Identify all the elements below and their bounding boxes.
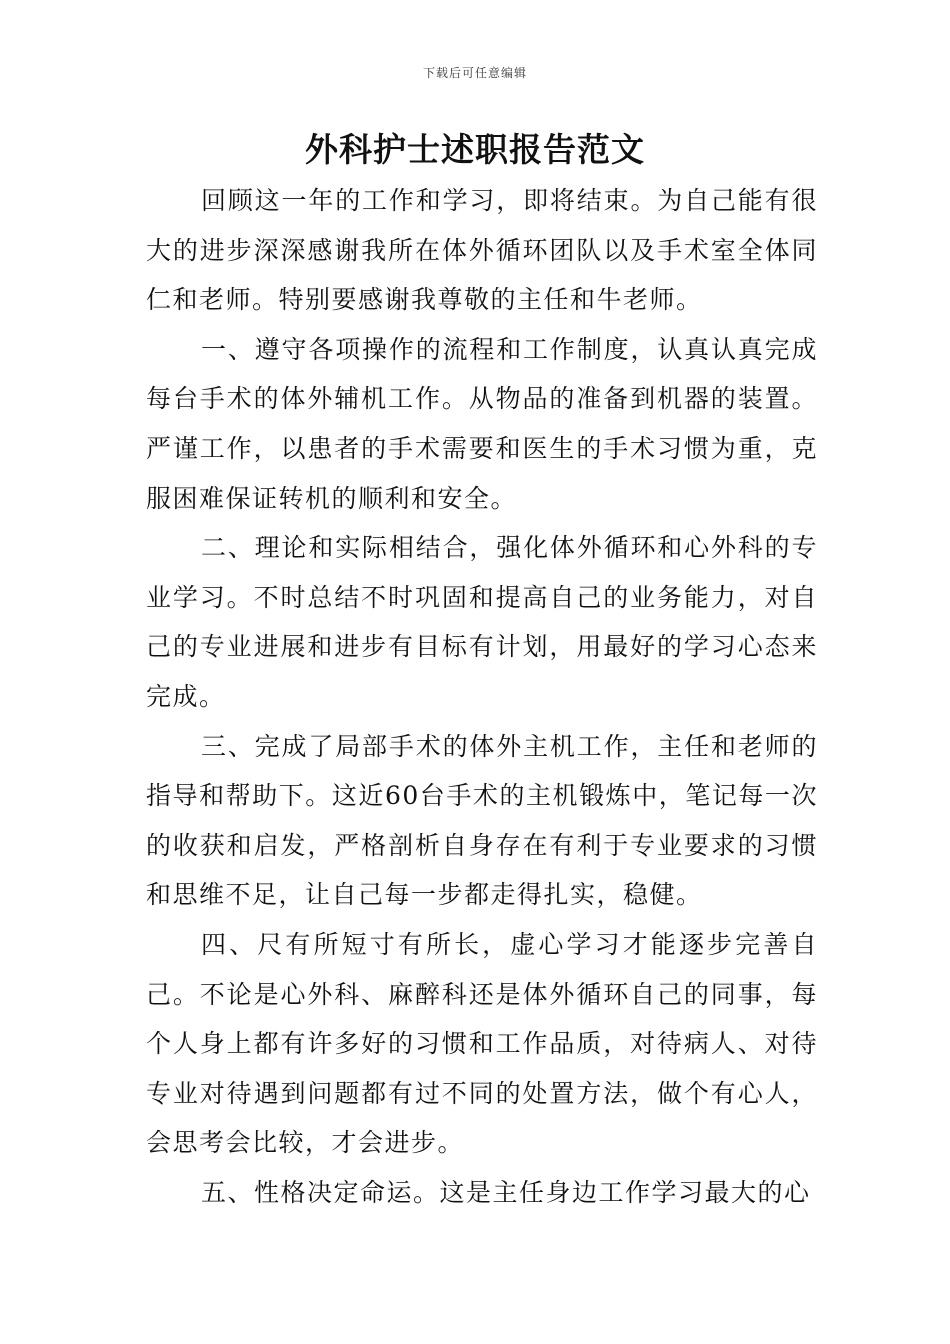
paragraph-point-1: 一、遵守各项操作的流程和工作制度，认真认真完成每台手术的体外辅机工作。从物品的准备到机器的装置。严谨工作，以患者的手术需要和医生的手术习惯为重，克服困难保证转机的顺利和安全。 [146, 334, 818, 513]
paragraph-point-3: 三、完成了局部手术的体外主机工作，主任和老师的指导和帮助下。这近60台手术的主机锻炼中，笔记每一次的收获和启发，严格剖析自身存在有利于专业要求的习惯和思维不足，让自己每一步都走得扎实，稳健。 [146, 731, 818, 910]
paragraph-point-4: 四、尺有所短寸有所长，虚心学习才能逐步完善自己。不论是心外科、麻醉科还是体外循环自己的同事，每个人身上都有许多好的习惯和工作品质，对待病人、对待专业对待遇到问题都有过不同的处置方法，做个有心人，会思考会比较，才会进步。 [146, 929, 818, 1158]
page-header-note: 下载后可任意编辑 [422, 66, 527, 80]
document-body [146, 176, 818, 1217]
paragraph-point-5: 五、性格决定命运。这是主任身边工作学习最大的心 [201, 1177, 811, 1207]
document-title: 外科护士述职报告范文 [305, 130, 645, 169]
paragraph-point-2: 二、理论和实际相结合，强化体外循环和心外科的专业学习。不时总结不时巩固和提高自己的业务能力，对自己的专业进展和进步有目标有计划，用最好的学习心态来完成。 [146, 533, 818, 711]
paragraph-intro: 回顾这一年的工作和学习，即将结束。为自己能有很大的进步深深感谢我所在体外循环团队以及手术室全体同仁和老师。特别要感谢我尊敬的主任和牛老师。 [146, 186, 818, 315]
